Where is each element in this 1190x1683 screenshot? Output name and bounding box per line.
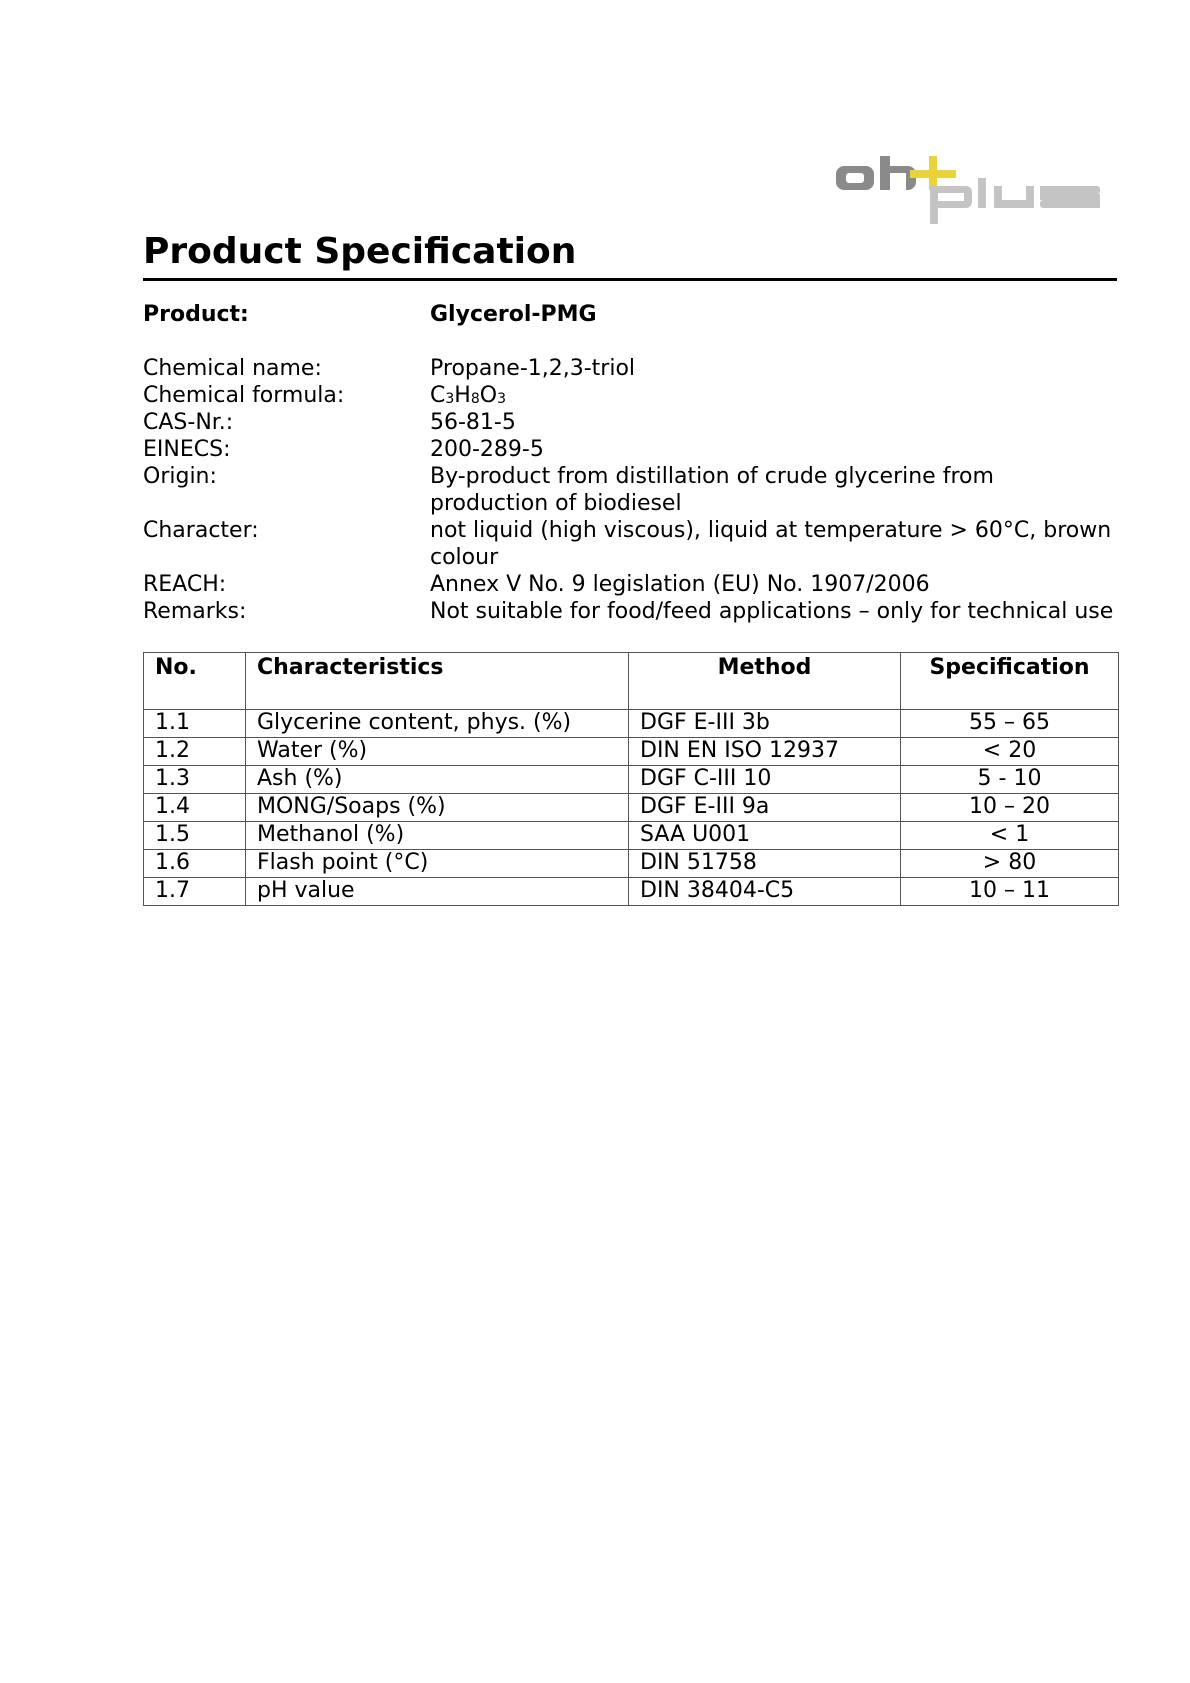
detail-label: EINECS: [143, 437, 231, 462]
detail-label: REACH: [143, 572, 227, 597]
detail-value: Annex V No. 9 legislation (EU) No. 1907/2006 [430, 572, 930, 597]
detail-label: Chemical name: [143, 356, 322, 381]
header-method: Method [629, 653, 901, 710]
cell-characteristic: Flash point (°C) [246, 850, 629, 878]
chemical-formula [430, 382, 1123, 409]
detail-row [143, 463, 1123, 517]
detail-row [143, 355, 1123, 382]
detail-value-line: colour [430, 545, 499, 570]
table-row [144, 822, 1119, 850]
formula-element: C [430, 383, 446, 408]
detail-label: Remarks: [143, 599, 247, 624]
product-value: Glycerol-PMG [430, 302, 597, 327]
detail-label: Chemical formula: [143, 383, 345, 408]
cell-method: SAA U001 [629, 822, 901, 850]
formula-element: H [454, 383, 471, 408]
detail-value: Not suitable for food/feed applications – only for technical use [430, 599, 1114, 624]
detail-label: Character: [143, 518, 259, 543]
formula-subscript: 3 [445, 391, 455, 407]
detail-value-line: production of biodiesel [430, 491, 682, 516]
cell-method: DIN 38404-C5 [629, 878, 901, 906]
cell-spec: > 80 [901, 850, 1119, 878]
table-row [144, 878, 1119, 906]
detail-value: 56-81-5 [430, 410, 516, 435]
cell-no: 1.4 [144, 794, 246, 822]
table-row [144, 738, 1119, 766]
detail-value: 200-289-5 [430, 437, 544, 462]
cell-no: 1.5 [144, 822, 246, 850]
table-header-row [144, 653, 1119, 710]
table-row [144, 710, 1119, 738]
cell-method: DGF C-III 10 [629, 766, 901, 794]
cell-method: DGF E-III 9a [629, 794, 901, 822]
cell-characteristic: Water (%) [246, 738, 629, 766]
header-no: No. [144, 653, 246, 710]
detail-row [143, 382, 1123, 409]
cell-characteristic: Glycerine content, phys. (%) [246, 710, 629, 738]
detail-row [143, 598, 1123, 625]
product-label: Product: [143, 302, 249, 327]
table-row [144, 794, 1119, 822]
detail-label: Origin: [143, 464, 217, 489]
cell-characteristic: MONG/Soaps (%) [246, 794, 629, 822]
table-row [144, 766, 1119, 794]
detail-row [143, 571, 1123, 598]
logo-plus-word [930, 178, 1100, 224]
detail-value [430, 463, 1123, 517]
formula-subscript: 3 [497, 391, 507, 407]
cell-characteristic: Methanol (%) [246, 822, 629, 850]
cell-no: 1.2 [144, 738, 246, 766]
cell-no: 1.7 [144, 878, 246, 906]
cell-no: 1.3 [144, 766, 246, 794]
header-specification: Specification [901, 653, 1119, 710]
detail-row [143, 517, 1123, 571]
cell-characteristic: Ash (%) [246, 766, 629, 794]
product-info [143, 301, 1123, 328]
cell-no: 1.6 [144, 850, 246, 878]
detail-value: Propane-1,2,3-triol [430, 356, 636, 381]
detail-row [143, 409, 1123, 436]
page-title: Product Specification [143, 228, 1117, 281]
cell-spec: 10 – 11 [901, 878, 1119, 906]
cell-spec: < 20 [901, 738, 1119, 766]
detail-value-line: By-product from distillation of crude glycerine from [430, 464, 994, 489]
detail-label: CAS-Nr.: [143, 410, 234, 435]
cell-method: DIN 51758 [629, 850, 901, 878]
cell-characteristic: pH value [246, 878, 629, 906]
formula-element: O [479, 383, 498, 408]
detail-row [143, 436, 1123, 463]
specification-table [143, 652, 1119, 906]
cell-spec: 10 – 20 [901, 794, 1119, 822]
cell-spec: 5 - 10 [901, 766, 1119, 794]
cell-method: DIN EN ISO 12937 [629, 738, 901, 766]
table-row [144, 850, 1119, 878]
detail-value [430, 517, 1123, 571]
cell-no: 1.1 [144, 710, 246, 738]
formula-subscript: 8 [470, 391, 480, 407]
cell-spec: 55 – 65 [901, 710, 1119, 738]
detail-value-line: not liquid (high viscous), liquid at temperature > 60°C, brown [430, 518, 1112, 543]
oh-plus-logo [836, 156, 1101, 224]
header-characteristics: Characteristics [246, 653, 629, 710]
cell-method: DGF E-III 3b [629, 710, 901, 738]
cell-spec: < 1 [901, 822, 1119, 850]
product-details [143, 355, 1123, 625]
